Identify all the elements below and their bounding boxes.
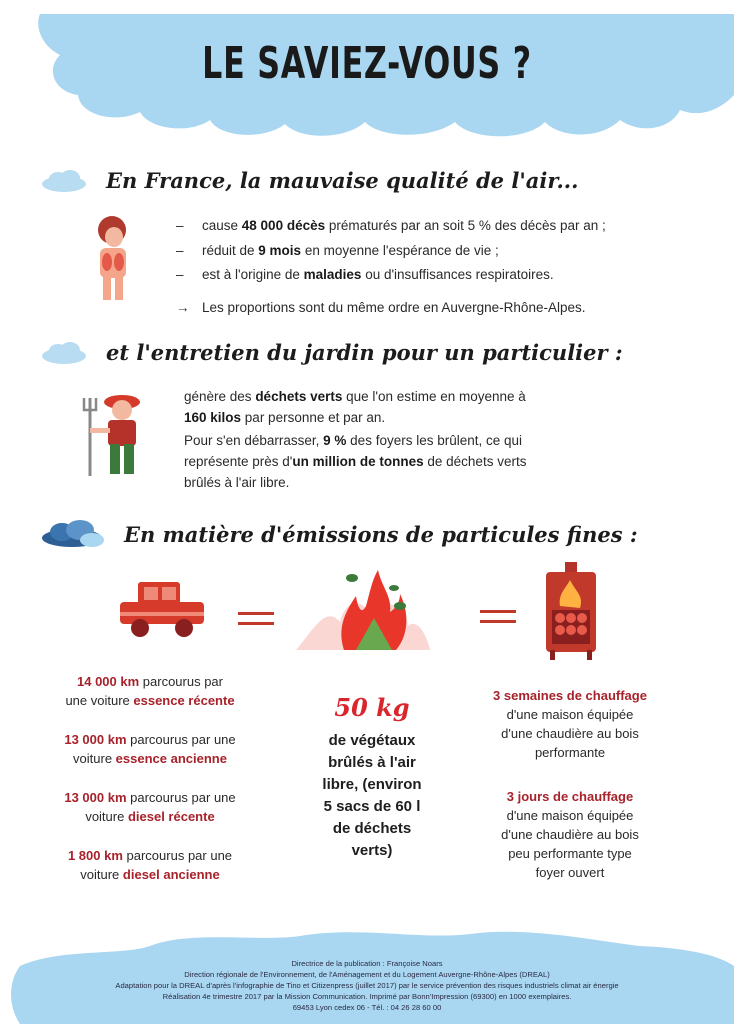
arrow-note: → Les proportions sont du même ordre en Auvergne-Rhône-Alpes.: [176, 300, 586, 315]
cloud-icon: [38, 340, 90, 366]
burning-value: 50 kg: [334, 693, 410, 722]
smog-cloud-icon: [36, 518, 108, 550]
car-stat-2: 13 000 km parcourus par une voiture essence ancienne: [64, 732, 236, 766]
equals-sign: [238, 622, 274, 625]
equals-sign: [238, 612, 274, 615]
burning-description: de végétaux brûlés à l'air libre, (environ 5 sacs de 60 l de déchets verts): [322, 732, 422, 859]
car-stat-4: 1 800 km parcourus par une voiture diesel ancienne: [67, 848, 233, 882]
section2-heading: et l'entretien du jardin pour un particulier :: [106, 340, 623, 365]
burning-leaves-icon: [296, 566, 430, 652]
car-icon: [118, 578, 206, 640]
page-title: LE SAVIEZ-VOUS ?: [202, 38, 532, 89]
section1-heading: En France, la mauvaise qualité de l'air...: [106, 168, 579, 193]
arrow-icon: →: [176, 300, 190, 315]
heating-stat-1: 3 semaines de chauffage d'une maison équipée d'une chaudière au bois performante: [493, 688, 647, 760]
equals-sign: [480, 610, 516, 613]
heating-stat-2: 3 jours de chauffage d'une maison équipée d'une chaudière au bois peu performante type foyer ouvert: [501, 789, 639, 880]
footer-credits: Directrice de la publication : Françoise Noars Direction régionale de l'Environnement, de l'Aménagement et du Logement Auvergne-Rhône-Alpes (DREAL) Adaptation pour la DREAL d'après l'infographie de Tino et Citizenpress (juillet 2017) par le service prévention des risques industriels climat air énergie Réalisation 4e trimestre 2017 par la Mission Communication. Imprimé par Bonn'Impression (69300) en 1000 exemplaires. 69453 Lyon cedex 06 - Tél. : 04 26 28 60 00: [115, 959, 619, 1012]
equals-sign: [480, 620, 516, 623]
section2-paragraph-1: génère des déchets verts que l'on estime en moyenne à 160 kilos par personne et par an.: [184, 389, 526, 425]
car-stat-1: 14 000 km parcourus par une voiture essence récente: [65, 674, 235, 708]
section3-heading: En matière d'émissions de particules fines :: [124, 522, 638, 547]
bullet-1: – cause 48 000 décès prématurés par an soit 5 % des décès par an ;: [176, 218, 606, 233]
bullet-2: – réduit de 9 mois en moyenne l'espérance de vie ;: [176, 243, 499, 258]
bullet-3: – est à l'origine de maladies ou d'insuffisances respiratoires.: [176, 267, 554, 282]
wood-stove-icon: [540, 562, 602, 662]
person-lungs-icon: [90, 210, 136, 306]
gardener-icon: [82, 388, 150, 480]
car-stat-3: 13 000 km parcourus par une voiture diesel récente: [64, 790, 236, 824]
section2-paragraph-2: Pour s'en débarrasser, 9 % des foyers les brûlent, ce qui représente près d'un million de tonnes de déchets verts brûlés à l'air libre.: [184, 433, 527, 490]
cloud-icon: [38, 168, 90, 194]
